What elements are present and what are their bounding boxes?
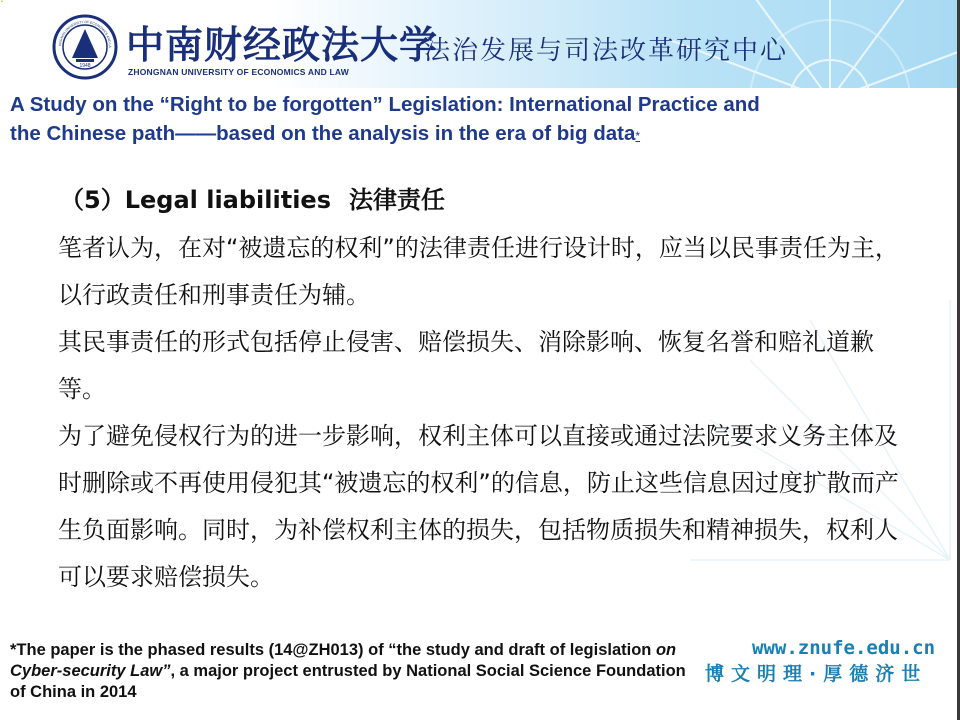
university-logo — [52, 14, 118, 80]
website-url[interactable]: www.znufe.edu.cn — [752, 637, 936, 659]
footnote — [10, 640, 690, 703]
footnote-italic: on Cyber-security Law” — [10, 641, 677, 680]
section-heading-en: （5）Legal liabilities — [60, 186, 331, 214]
title-line-1: A Study on the “Right to be forgotten” Legislation: International Practice and — [10, 93, 760, 116]
center-name: 法治发展与司法改革研究中心 — [424, 36, 789, 66]
paragraph-2: 其民事责任的形式包括停止侵害、赔偿损失、消除影响、恢复名誉和赔礼道歉等。 — [58, 328, 874, 403]
logo-seal-text: ONGNAN UNIVERSITY OF ECONOMICS AND LA — [57, 19, 113, 48]
section-heading-cn: 法律责任 — [349, 186, 445, 214]
university-motto: 博文明理·厚德济世 — [705, 663, 928, 685]
title-line-2-text: the Chinese path——based on the analysis in the era of big data — [10, 122, 636, 145]
university-name-en: ZHONGNAN UNIVERSITY OF ECONOMICS AND LAW — [128, 67, 349, 77]
title-line-2 — [10, 119, 910, 151]
section-heading — [60, 180, 445, 215]
body-text — [58, 225, 918, 601]
slide-title — [10, 90, 910, 151]
title-footnote-link[interactable]: * — [635, 129, 641, 143]
corner-mark: ˇ — [0, 0, 4, 9]
logo-year: 1948 — [79, 63, 91, 69]
footnote-part-1: *The paper is the phased results (14@ZH013) of “the study and draft of legislation — [10, 641, 656, 659]
paragraph-3: 为了避免侵权行为的进一步影响，权利主体可以直接或通过法院要求义务主体及时删除或不再使用侵犯其“被遗忘的权利”的信息，防止这些信息因过度扩散而产生负面影响。同时，为补偿权利主体的损失，包括物质损失和精神损失，权利人可以要求赔偿损失。 — [58, 422, 899, 591]
footnote-part-2: , a major project entrusted by National Social Science Foundation of China in 2014 — [10, 662, 686, 701]
paragraph-1: 笔者认为，在对“被遗忘的权利”的法律责任进行设计时，应当以民事责任为主，以行政责任和刑事责任为辅。 — [58, 234, 899, 309]
header-band — [0, 0, 960, 88]
university-name-cn: 中南财经政法大学 — [126, 22, 439, 67]
